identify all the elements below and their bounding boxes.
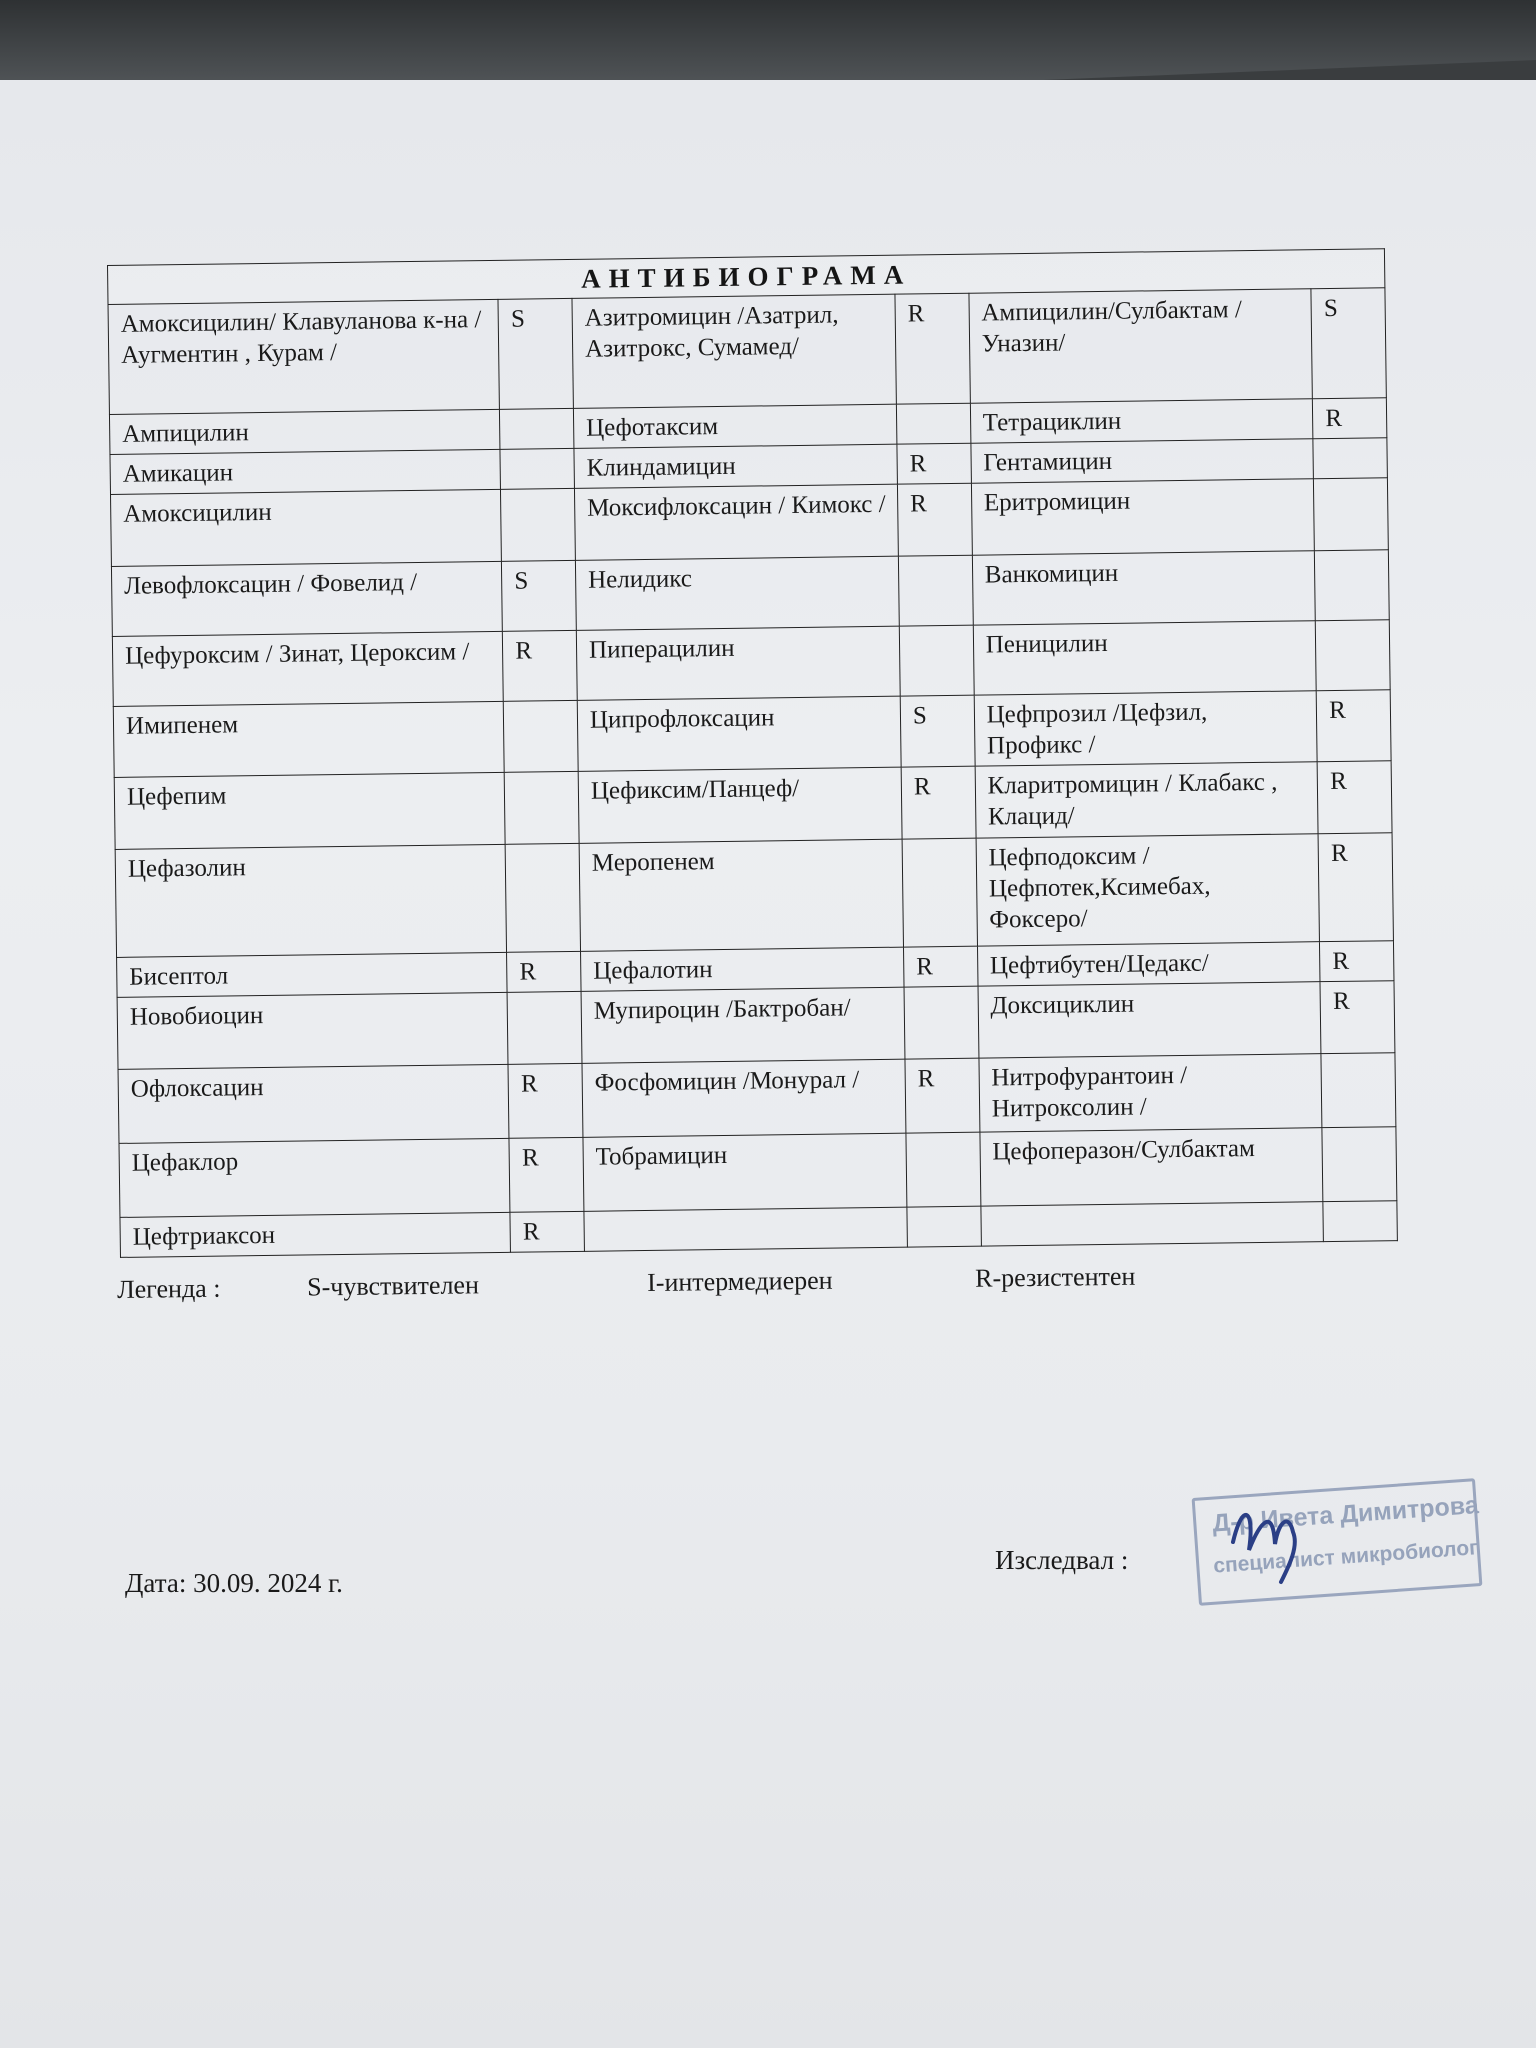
result-cell: R: [1318, 833, 1393, 942]
drug-name-cell: Пиперацилин: [576, 626, 900, 700]
result-cell: R: [510, 1211, 584, 1252]
result-cell: R: [1320, 981, 1395, 1054]
drug-name-cell: Тетрациклин: [970, 399, 1313, 443]
result-cell: [907, 1206, 981, 1247]
result-cell: S: [900, 695, 975, 767]
result-cell: R: [1320, 941, 1394, 982]
result-cell: R: [1316, 690, 1391, 762]
result-cell: [1323, 1201, 1397, 1242]
drug-name-cell: Новобиоцин: [117, 992, 508, 1069]
result-cell: [504, 771, 579, 844]
drug-name-cell: Левофлоксацин / Фовелид /: [111, 561, 502, 636]
drug-name-cell: Цефтибутен/Цедакс/: [977, 942, 1320, 986]
antibiogram-table-block: [107, 248, 1398, 1258]
drug-name-cell: Цефепим: [114, 772, 505, 849]
result-cell: [906, 1132, 981, 1207]
result-cell: R: [1313, 398, 1387, 439]
result-cell: [507, 991, 582, 1064]
date-line: Дата: 30.09. 2024 г.: [125, 1568, 343, 1598]
drug-name-cell: Нелидикс: [575, 556, 899, 630]
result-cell: R: [1317, 761, 1392, 834]
drug-name-cell: Меропенем: [579, 839, 903, 951]
stamp-name: Д-р Ивета Димитрова: [1211, 1491, 1480, 1538]
result-cell: S: [502, 560, 577, 631]
legend-label: Легенда :: [117, 1273, 221, 1304]
result-cell: [500, 408, 574, 449]
antibiogram-table: [108, 287, 1398, 1258]
drug-name-cell: Пеницилин: [973, 621, 1316, 695]
result-cell: R: [897, 443, 971, 484]
drug-name-cell: Клиндамицин: [574, 444, 898, 488]
result-cell: R: [507, 951, 581, 992]
drug-name-cell: Ампицилин/Сулбактам /Уназин/: [969, 289, 1313, 403]
result-cell: R: [508, 1063, 583, 1138]
result-cell: [898, 555, 973, 626]
result-cell: [1315, 550, 1390, 621]
drug-name-cell: Ванкомицин: [972, 551, 1315, 625]
drug-name-cell: Имипенем: [113, 701, 504, 777]
drug-name-cell: Цефуроксим / Зинат, Цероксим /: [112, 631, 503, 706]
drug-name-cell: [584, 1207, 908, 1251]
drug-name-cell: Азитромицин /Азатрил, Азитрокс, Сумамед/: [572, 294, 896, 408]
drug-name-cell: Амикацин: [110, 449, 501, 494]
result-cell: R: [901, 766, 976, 839]
result-cell: [899, 625, 974, 696]
drug-name-cell: Цефазолин: [115, 844, 507, 957]
drug-name-cell: Кларитромицин / Клабакс , Клацид/: [975, 762, 1318, 838]
drug-name-cell: Цефподоксим /Цефпотек,Ксимебах, Фоксеро/: [976, 834, 1320, 946]
result-cell: S: [1311, 288, 1386, 399]
drug-name-cell: Цефиксим/Панцеф/: [578, 767, 902, 843]
drug-name-cell: Цефтриаксон: [120, 1212, 511, 1257]
table-title: АНТИБИОГРАМА: [107, 248, 1385, 304]
result-cell: [500, 448, 574, 489]
result-cell: R: [905, 1058, 980, 1133]
result-cell: [501, 488, 576, 561]
result-cell: [902, 838, 977, 947]
result-cell: [1322, 1127, 1397, 1202]
table-row: [108, 288, 1386, 415]
result-cell: R: [903, 946, 977, 987]
result-cell: [896, 403, 970, 444]
result-cell: [1314, 478, 1389, 551]
legend-sensitive: S-чувствителен: [306, 1270, 480, 1302]
drug-name-cell: Амоксицилин: [111, 489, 502, 566]
result-cell: [505, 843, 580, 952]
result-cell: R: [509, 1137, 584, 1212]
drug-name-cell: Доксициклин: [978, 982, 1321, 1058]
result-cell: R: [897, 483, 972, 556]
legend-intermediate: I-интермедиерен: [646, 1265, 833, 1298]
drug-name-cell: Еритромицин: [971, 479, 1314, 555]
drug-name-cell: Цефалотин: [580, 947, 904, 991]
drug-name-cell: Фосфомицин /Монурал /: [582, 1059, 906, 1137]
drug-name-cell: Цефаклор: [119, 1138, 510, 1217]
stamp-title: специалист микробиолог: [1212, 1536, 1479, 1578]
drug-name-cell: Амоксицилин/ Клавуланова к-на /Аугментин , Курам /: [108, 299, 500, 414]
drug-name-cell: Ампицилин: [109, 409, 500, 454]
drug-name-cell: Цефпрозил /Цефзил, Профикс /: [974, 691, 1317, 766]
result-cell: [503, 700, 578, 772]
result-cell: [1313, 438, 1387, 479]
result-cell: [1315, 620, 1390, 691]
drug-name-cell: [981, 1202, 1324, 1246]
drug-name-cell: Тобрамицин: [583, 1133, 907, 1211]
drug-name-cell: Офлоксацин: [118, 1064, 509, 1143]
drug-name-cell: Цефоперазон/Сулбактам: [980, 1128, 1323, 1206]
examined-by-label: Изследвал :: [995, 1545, 1129, 1575]
legend-resistant: R-резистентен: [974, 1261, 1136, 1293]
result-cell: S: [498, 298, 573, 409]
signature-mark: [1215, 1480, 1335, 1590]
drug-name-cell: Нитрофурантоин / Нитроксолин /: [979, 1054, 1322, 1132]
drug-name-cell: Ципрофлоксацин: [577, 696, 901, 771]
result-cell: R: [503, 630, 578, 701]
table-row: [115, 833, 1393, 958]
result-cell: R: [895, 293, 970, 404]
drug-name-cell: Моксифлоксацин / Кимокс /: [574, 484, 898, 560]
result-cell: [904, 986, 979, 1059]
drug-name-cell: Бисептол: [117, 952, 508, 997]
drug-name-cell: Мупироцин /Бактробан/: [581, 987, 905, 1063]
result-cell: [1321, 1053, 1396, 1128]
drug-name-cell: Цефотаксим: [573, 404, 897, 448]
drug-name-cell: Гентамицин: [971, 439, 1314, 483]
